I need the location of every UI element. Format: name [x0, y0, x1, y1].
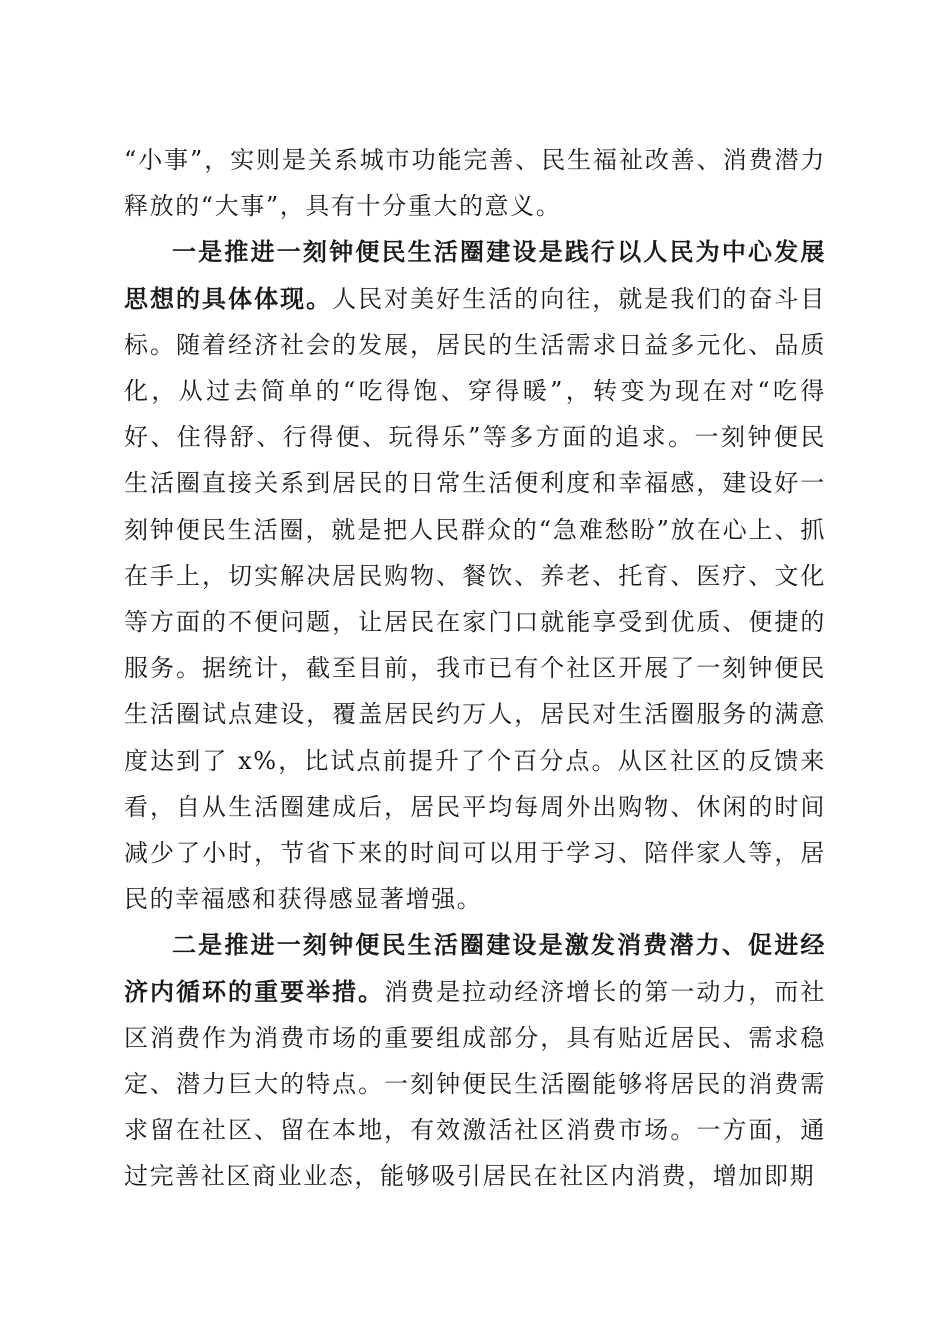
- paragraph-intro: [124, 137, 826, 229]
- paragraph-point-two: [124, 922, 826, 1199]
- paragraph-lead: 二是推进一刻钟便民生活圈建设是激发消费潜力、促进经济内循环的重要举措。: [124, 930, 826, 1006]
- document-body: [124, 137, 826, 1200]
- paragraph-text: 人民对美好生活的向往，就是我们的奋斗目标。随着经济社会的发展，居民的生活需求日益多元化、品质化，从过去简单的“吃得饱、穿得暖”，转变为现在对“吃得好、住得舒、行得便、玩得乐”等多方面的追求。一刻钟便民生活圈直接关系到居民的日常生活便利度和幸福感，建设好一刻钟便民生活圈，就是把人民群众的“急难愁盼”放在心上、抓在手上，切实解决居民购物、餐饮、养老、托育、医疗、文化等方面的不便问题，让居民在家门口就能享受到优质、便捷的服务。据统计，截至目前，我市已有个社区开展了一刻钟便民生活圈试点建设，覆盖居民约万人，居民对生活圈服务的满意度达到了 x%，比试点前提升了个百分点。从区社区的反馈来看，自从生活圈建成后，居民平均每周外出购物、休闲的时间减少了小时，节省下来的时间可以用于学习、陪伴家人等，居民的幸福感和获得感显著增强。: [124, 284, 826, 914]
- paragraph-text: “小事”，实则是关系城市功能完善、民生福祉改善、消费潜力释放的“大事”，具有十分重大的意义。: [124, 146, 826, 221]
- paragraph-lead: 一是推进一刻钟便民生活圈建设是践行以人民为中心发展思想的具体体现。: [124, 237, 826, 313]
- paragraph-text: 消费是拉动经济增长的第一动力，而社区消费作为消费市场的重要组成部分，具有贴近居民、需求稳定、潜力巨大的特点。一刻钟便民生活圈能够将居民的消费需求留在社区、留在本地，有效激活社区消费市场。一方面，通过完善社区商业业态，能够吸引居民在社区内消费，增加即期: [124, 977, 826, 1191]
- paragraph-point-one: [124, 229, 826, 922]
